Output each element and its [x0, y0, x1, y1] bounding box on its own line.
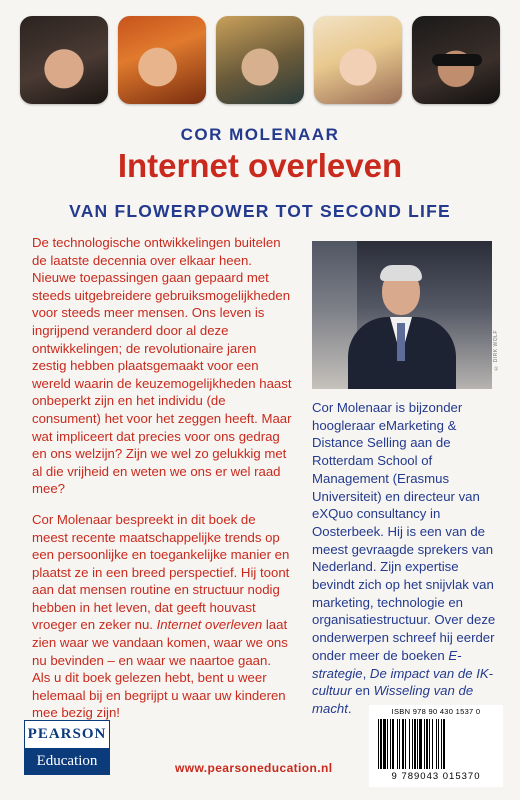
barcode-bar	[383, 719, 386, 769]
bio-book-1: E-strategie	[312, 647, 462, 681]
barcode-bar	[412, 719, 413, 769]
author-bio: Cor Molenaar is bijzonder hoogleraar eMarketing & Distance Selling aan de Rotterdam School of Management (Erasmus Universiteit) en directeur van eXQuo consultancy in Oosterbeek. Hij is een van de meest gevraagde sprekers van Nederland. Zijn expertise bevindt zich op het snijvlak van marketing, technologie en organisatiestructuur. Over deze onderwerpen schreef hij eerder onder meer de boeken E-strategie, De impact van de IK-cultuur en Wisseling van de macht.	[312, 400, 496, 716]
barcode-bar	[409, 719, 410, 769]
blurb-column	[32, 234, 292, 722]
bio-text: Cor Molenaar is bijzonder hoogleraar eMarketing & Distance Selling aan de Rotterdam School of Management (Erasmus Universiteit) en directeur van eXQuo consultancy in Oosterbeek. Hij is een van de meest gevraagde sprekers van Nederland. Zijn expertise bevindt zich op het snijvlak van marketing, technologie en organisatiestructuur. Over deze onderwerpen schreef hij eerder onder meer de boeken	[312, 400, 496, 663]
avatar-red-hair-woman	[118, 16, 206, 104]
isbn-barcode	[369, 705, 503, 787]
barcode-bar	[390, 719, 391, 769]
avatar-dark-hair-woman	[20, 16, 108, 104]
bio-book-2: De impact van de IK-cultuur	[312, 665, 494, 699]
barcode-bar	[387, 719, 388, 769]
ean-number: 9 789043 015370	[391, 771, 481, 782]
barcode-bar	[397, 719, 398, 769]
barcode-bar	[414, 719, 416, 769]
barcode-bar	[392, 719, 394, 769]
logo-text-top: PEARSON	[24, 720, 110, 748]
barcode-bar	[380, 719, 382, 769]
photo-credit: © DIRK WOLF	[493, 330, 499, 371]
barcode-bar	[436, 719, 437, 769]
author-photo	[312, 241, 492, 389]
barcode-bar	[429, 719, 430, 769]
barcode-bar	[438, 719, 439, 769]
author-name: COR MOLENAAR	[180, 125, 340, 144]
barcode-bar	[402, 719, 404, 769]
barcode-bar	[432, 719, 433, 769]
summary-book-title: Internet overleven	[156, 617, 263, 633]
sunglasses-icon	[432, 54, 482, 66]
isbn-text: ISBN 978 90 430 1537 0	[391, 707, 481, 716]
book-title: Internet overleven	[117, 147, 403, 184]
summary-text-1: Cor Molenaar bespreekt in dit boek de meest recente maatschappelijke trends op een persoonlijke en toegankelijke manier en plaatst ze in een breed perspectief. Hij toont aan dat mensen routine en structuur nodig hebben in het leven, dat geeft houvast vroeger en zeker nu.	[32, 511, 290, 633]
avatar-man-sunglasses	[412, 16, 500, 104]
barcode-bar	[443, 719, 445, 769]
summary-text-2: laat zien waar we vandaan komen, waar we ons nu bevinden – en waar we naartoe gaan. Als u dit boek gelezen hebt, bent u weer helemaal bij en begrijpt u waar uw kinderen mee bezig zijn!	[32, 617, 288, 721]
avatar-blonde-woman	[216, 16, 304, 104]
barcode-bar	[424, 719, 425, 769]
book-subtitle: VAN FLOWERPOWER TOT SECOND LIFE	[69, 201, 451, 221]
intro-paragraph: De technologische ontwikkelingen buitelen de laatste decennia over elkaar heen. Nieuwe toepassingen gaan gepaard met steeds uitgebreidere gebruiksmogelijkheden voor steeds meer mensen. Ons leven is ingrijpend veranderd door al deze ontwikkelingen; de revolutionaire jaren zestig hebben plaatsgemaakt voor een wereld waarin de keuzemogelijkheden haast onbeperkt zijn en het individu (de consument) het voor het zeggen heeft. Maar wat impliceert dat precies voor ons gedrag en ons welzijn? Zijn we wel zo gelukkig met al die vrijheid en weten we ons er wel raad mee?	[32, 235, 292, 497]
barcode-bar	[417, 719, 418, 769]
barcode-bar	[405, 719, 406, 769]
summary-paragraph	[32, 511, 292, 722]
bio-column	[312, 399, 497, 718]
pearson-education-logo	[24, 720, 110, 774]
bio-book-3: Wisseling van de macht	[312, 683, 474, 716]
avatar-strip	[20, 16, 500, 104]
barcode-bars	[378, 719, 496, 769]
avatar-platinum-blonde-woman	[314, 16, 402, 104]
barcode-bar	[419, 719, 422, 769]
barcode-bar	[441, 719, 442, 769]
logo-text-bottom: Education	[24, 748, 110, 775]
publisher-website: www.pearsoneducation.nl	[175, 761, 333, 775]
barcode-bar	[426, 719, 428, 769]
barcode-bar	[399, 719, 400, 769]
barcode-bar	[378, 719, 379, 769]
